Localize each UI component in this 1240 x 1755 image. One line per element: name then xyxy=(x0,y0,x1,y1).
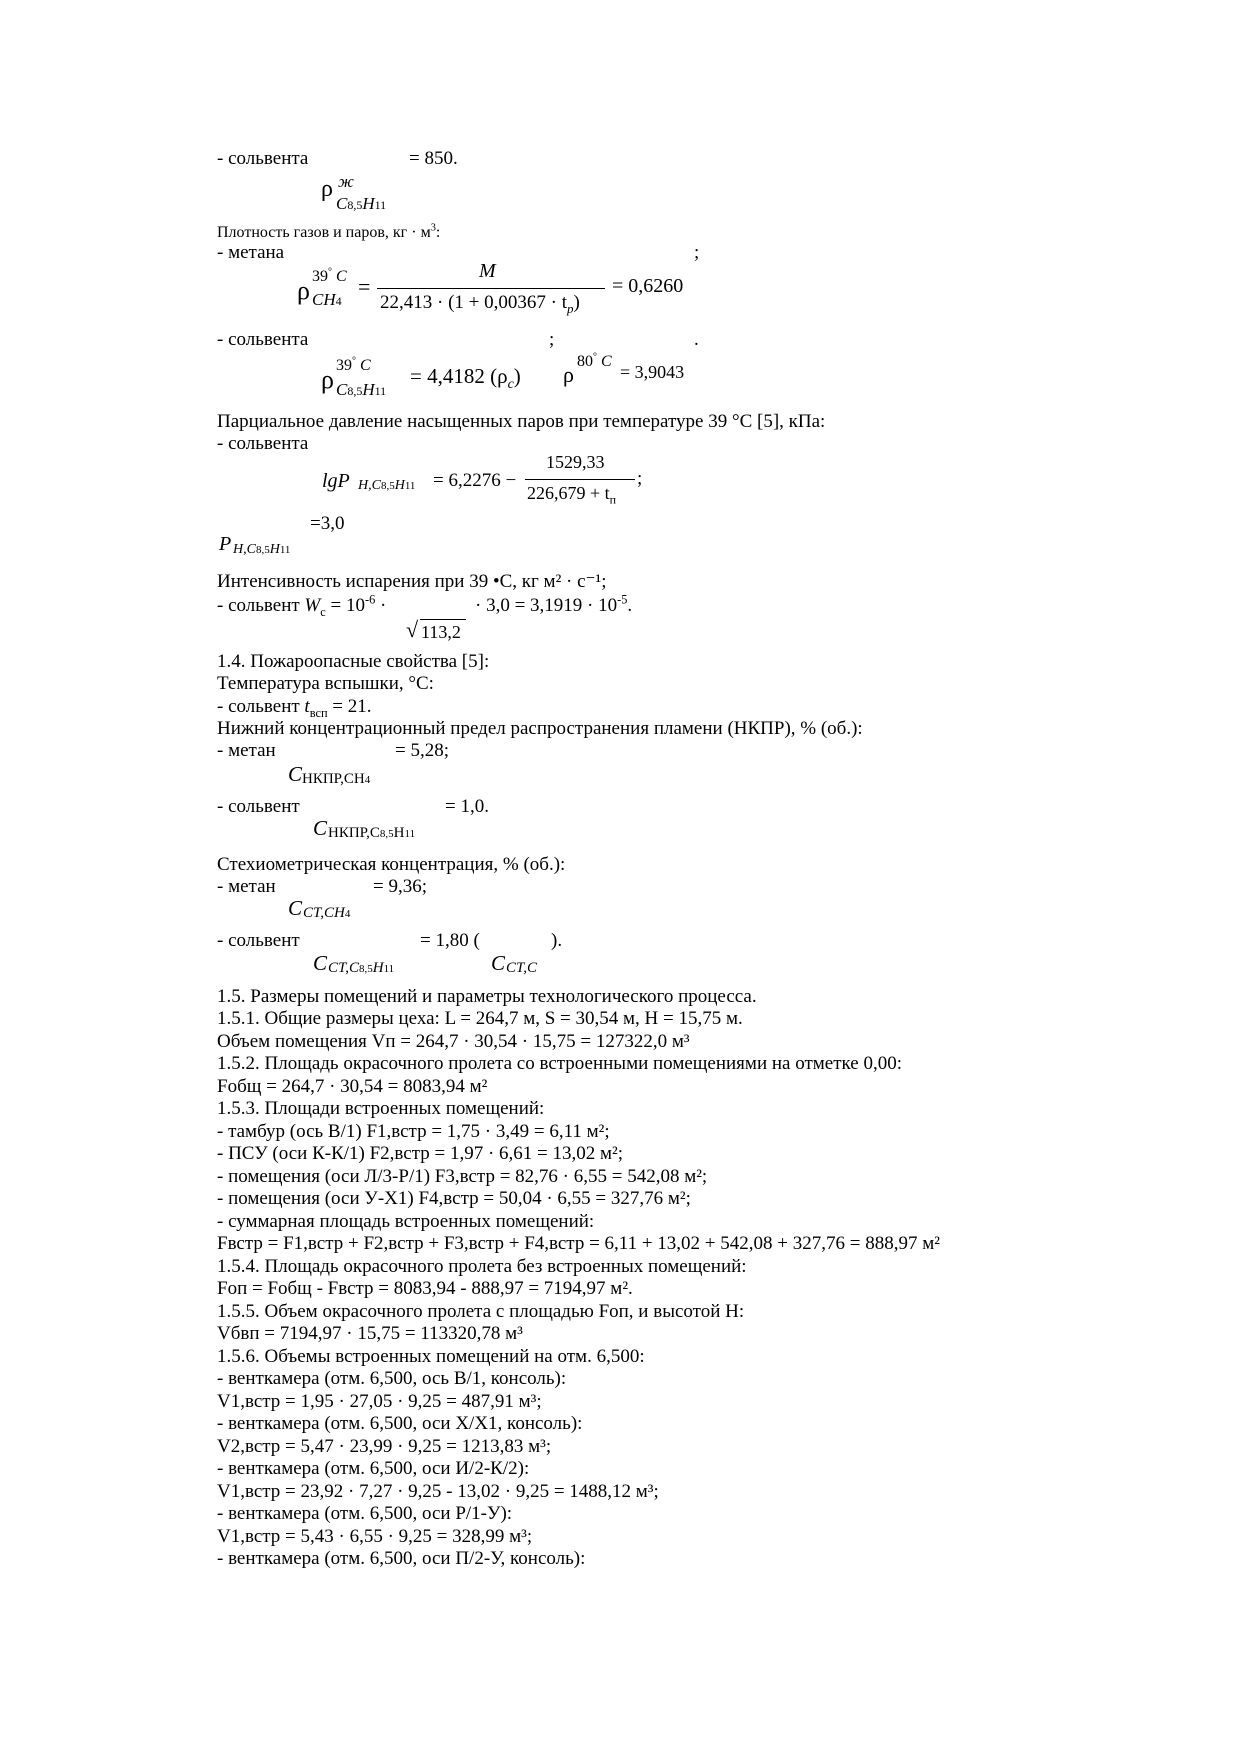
text-line: V2,встр = 5,47 · 23,99 · 9,25 = 1213,83 м³; xyxy=(217,1436,552,1457)
symbol: C xyxy=(336,194,348,213)
text: - сольвента xyxy=(217,329,309,350)
formula-symbol: P xyxy=(219,533,232,555)
text-punct xyxy=(694,242,699,264)
value: =3,0 xyxy=(310,513,345,534)
text-line: 1.5.1. Общие размеры цеха: L = 264,7 м, S = 30,54 м, H = 15,75 м. xyxy=(217,1008,743,1029)
formula-denominator xyxy=(527,483,617,507)
formula-sub xyxy=(302,771,370,788)
text-punct xyxy=(694,329,699,351)
value: = 850. xyxy=(409,148,458,169)
symbol: H xyxy=(394,478,405,493)
text-value xyxy=(420,930,480,952)
text-line xyxy=(217,696,372,718)
text-line: - помещения (оси У-Х1) F4,встр = 50,04 · 6,55 = 327,76 м²; xyxy=(217,1188,691,1209)
text: 22,413 · (1 + 0,00367 · t xyxy=(380,292,567,313)
formula-sub: CT,C xyxy=(506,960,537,976)
formula-result xyxy=(410,364,521,393)
index: 11 xyxy=(374,384,387,398)
sqrt-bar xyxy=(420,619,466,620)
formula-symbol: C xyxy=(288,762,303,786)
text-line xyxy=(217,242,284,264)
text-line: - помещения (оси Л/3-Р/1) F3,встр = 82,76 · 6,55 = 542,08 м²; xyxy=(217,1166,708,1187)
symbol: H,C xyxy=(358,478,381,493)
text-line: - тамбур (ось В/1) F1,встр = 1,75 · 3,49 = 6,11 м²; xyxy=(217,1121,610,1142)
text-line xyxy=(217,329,308,351)
formula-sub: НКПР,C8,5H11 xyxy=(328,825,416,841)
text-line: 1.5.2. Площадь окрасочного пролета со встроенными помещениями на отметке 0,00: xyxy=(217,1053,902,1074)
index: p xyxy=(566,300,574,316)
text-line xyxy=(217,740,276,762)
formula-rho: ρ xyxy=(321,176,333,202)
text-line xyxy=(217,148,308,170)
text: = 4,4182 (ρ xyxy=(410,364,508,388)
text-line: - венткамера (отм. 6,500, оси Х/Х1, консоль): xyxy=(217,1413,583,1434)
symbol: C xyxy=(336,380,348,399)
formula-lhs: lgP xyxy=(322,470,350,492)
text-punct xyxy=(551,930,562,952)
text-line: Объем помещения Vп = 264,7 · 30,54 · 15,75 = 127322,0 м³ xyxy=(217,1031,690,1052)
text: - метан xyxy=(217,876,276,897)
text-line: 1.5.3. Площади встроенных помещений: xyxy=(217,1098,545,1119)
text-line xyxy=(217,592,387,619)
index: 8,5 xyxy=(347,198,363,212)
num: 39 xyxy=(336,357,352,374)
text-line xyxy=(217,854,565,876)
text-line xyxy=(217,673,434,695)
index: 8,5 xyxy=(359,963,373,975)
symbol: H xyxy=(362,380,375,399)
formula-symbol: C xyxy=(313,951,328,975)
formula-sup: 80° C xyxy=(577,351,612,370)
symbol: W xyxy=(304,595,321,616)
sqrt-value: 113,2 xyxy=(421,622,461,642)
text-line xyxy=(217,718,863,740)
formula-sub xyxy=(358,478,415,494)
formula-numerator: 1529,33 xyxy=(546,452,605,472)
formula-denominator xyxy=(380,292,580,314)
symbol: H,C xyxy=(233,542,256,557)
text-line: V1,встр = 5,43 · 6,55 · 9,25 = 328,99 м³; xyxy=(217,1526,533,1547)
index: 11 xyxy=(279,544,291,556)
text: Нижний концентрационный предел распространения пламени (НКПР), % (об.): xyxy=(217,718,863,739)
text: ; xyxy=(694,242,700,263)
text-line: Vбвп = 7194,97 · 15,75 = 113320,78 м³ xyxy=(217,1323,523,1344)
formula-sup: 39° C xyxy=(312,266,347,285)
text: - сольвент xyxy=(217,796,300,817)
index: 8,5 xyxy=(347,384,363,398)
text-line: - венткамера (отм. 6,500, оси Р/1-У): xyxy=(217,1503,513,1524)
text: CT,CH xyxy=(303,905,345,921)
index: 11 xyxy=(404,828,416,840)
formula-sub: CT,C8,5H11 xyxy=(328,960,395,976)
value: = 1,80 ( xyxy=(420,930,480,951)
index: 8,5 xyxy=(379,828,394,840)
num: 39 xyxy=(312,268,328,285)
formula-rho: ρ xyxy=(321,365,334,394)
text-line: Fоп = Fобщ - Fвстр = 8083,94 - 888,97 = 7194,97 м². xyxy=(217,1278,633,1299)
text-value xyxy=(409,148,458,170)
text: - сольвента xyxy=(217,148,309,169)
index: 8,5 xyxy=(380,480,395,492)
sup: -6 xyxy=(364,592,376,607)
text: ; xyxy=(549,329,555,350)
text: ) xyxy=(513,364,521,388)
symbol: H xyxy=(269,542,280,557)
text-value xyxy=(373,876,427,898)
text-line: V1,встр = 23,92 · 7,27 · 9,25 - 13,02 · 9,25 = 1488,12 м³; xyxy=(217,1481,659,1502)
index: 11 xyxy=(404,480,416,492)
text-line: 1.5.5. Объем окрасочного пролета с площадью Fоп, и высотой H: xyxy=(217,1301,745,1322)
index: 11 xyxy=(374,198,387,212)
text-line xyxy=(217,796,300,818)
index: 4 xyxy=(364,774,371,786)
text-value xyxy=(310,513,344,535)
index: 8,5 xyxy=(255,544,270,556)
formula-sub xyxy=(303,905,350,922)
formula-symbol: C xyxy=(313,816,328,840)
text: = 10 xyxy=(325,595,365,616)
text: CT,C xyxy=(328,960,359,976)
formula-rho: ρ xyxy=(563,362,574,387)
text-line xyxy=(217,433,308,455)
symbol: t xyxy=(304,696,310,717)
text: - сольвента xyxy=(217,433,309,454)
text: 226,679 + t xyxy=(527,483,610,503)
text-line: Fвстр = F1,встр + F2,встр + F3,встр + F4,встр = 6,11 + 13,02 + 542,08 + 327,76 = 888,97 м² xyxy=(217,1233,940,1254)
formula-sub xyxy=(312,290,342,310)
formula-mid: = 6,2276 − xyxy=(433,470,517,491)
text: Температура вспышки, °С: xyxy=(217,673,434,694)
formula-result: = 3,9043 xyxy=(620,362,685,382)
text-line xyxy=(217,876,276,898)
text-value xyxy=(445,796,489,818)
formula-end: ; xyxy=(637,468,643,489)
sup: -5 xyxy=(617,592,628,607)
text: Плотность газов и паров, кг · м xyxy=(217,224,431,241)
value: = 1,0. xyxy=(445,796,489,817)
sqrt-sign: √ xyxy=(406,617,419,642)
text-line xyxy=(217,411,825,433)
text-line: - венткамера (отм. 6,500, оси П/2-У, консоль): xyxy=(217,1548,586,1569)
text: - метан xyxy=(217,740,276,761)
formula-sup: ж xyxy=(338,172,354,191)
text-line: 1.5.6. Объемы встроенных помещений на отм. 6,500: xyxy=(217,1346,645,1367)
text: 1.4. Пожароопасные свойства [5]: xyxy=(217,651,490,672)
text: НКПР,C xyxy=(328,825,380,841)
text: Стехиометрическая концентрация, % (об.): xyxy=(217,854,566,875)
formula-numerator: M xyxy=(479,260,496,282)
text-value xyxy=(395,740,449,762)
text-punct xyxy=(549,329,554,351)
formula-sup: 39° C xyxy=(336,355,371,374)
text: . xyxy=(627,595,633,616)
index: всп xyxy=(309,705,328,720)
value: = 5,28; xyxy=(395,740,449,761)
index: 11 xyxy=(383,963,395,975)
formula-eq: = xyxy=(358,274,371,299)
text: · xyxy=(375,595,387,616)
text-line xyxy=(475,592,633,617)
formula-rho: ρ xyxy=(297,276,310,305)
text: · 3,0 = 3,1919 · 10 xyxy=(475,595,618,616)
text: - сольвент xyxy=(217,595,305,616)
text-line xyxy=(217,651,489,673)
text: ). xyxy=(551,930,563,951)
formula-sub xyxy=(233,542,290,558)
formula-symbol: C xyxy=(491,951,506,975)
index: 4 xyxy=(344,908,351,920)
symbol: H xyxy=(362,194,375,213)
formula-sub xyxy=(336,194,386,214)
text-line xyxy=(217,930,300,952)
text-line: - ПСУ (оси К-К/1) F2,встр = 1,97 · 6,61 = 13,02 м²; xyxy=(217,1143,624,1164)
index: c xyxy=(507,377,514,393)
index: п xyxy=(609,492,617,507)
value: = 9,36; xyxy=(373,876,427,897)
text-line: Fобщ = 264,7 · 30,54 = 8083,94 м² xyxy=(217,1076,488,1097)
text: ) xyxy=(573,292,580,313)
text-line: 1.5.4. Площадь окрасочного пролета без встроенных помещений: xyxy=(217,1256,747,1277)
text-line: - венткамера (отм. 6,500, оси И/2-К/2): xyxy=(217,1458,530,1479)
text-line: 1.5. Размеры помещений и параметры технологического процесса. xyxy=(217,986,757,1007)
text: . xyxy=(694,329,699,350)
formula-sub xyxy=(336,380,386,400)
text-line xyxy=(217,222,440,244)
text: НКПР,CH xyxy=(302,771,365,787)
text: - сольвент xyxy=(217,696,305,717)
text: - метана xyxy=(217,242,285,263)
text: Интенсивность испарения при 39 •С, кг м² · с⁻¹; xyxy=(217,571,607,592)
text: - сольвент xyxy=(217,930,300,951)
text: Парциальное давление насыщенных паров при температуре 39 °C [5], кПа: xyxy=(217,411,826,432)
index: 4 xyxy=(335,294,342,308)
num: 80 xyxy=(577,353,593,370)
text-line xyxy=(217,571,607,593)
formula-symbol: C xyxy=(288,896,303,920)
text-line: V1,встр = 1,95 · 27,05 · 9,25 = 487,91 м³; xyxy=(217,1391,542,1412)
text-line: - суммарная площадь встроенных помещений: xyxy=(217,1211,595,1232)
sup: 3 xyxy=(430,222,436,234)
text: = 21. xyxy=(327,696,372,717)
text-line: - венткамера (отм. 6,500, ось В/1, консоль): xyxy=(217,1368,567,1389)
fraction-bar xyxy=(525,479,635,480)
fraction-bar xyxy=(377,288,605,289)
text: : xyxy=(435,224,441,241)
symbol: CH xyxy=(312,290,336,309)
formula-result: = 0,6260 xyxy=(612,275,684,297)
index: с xyxy=(320,604,326,619)
